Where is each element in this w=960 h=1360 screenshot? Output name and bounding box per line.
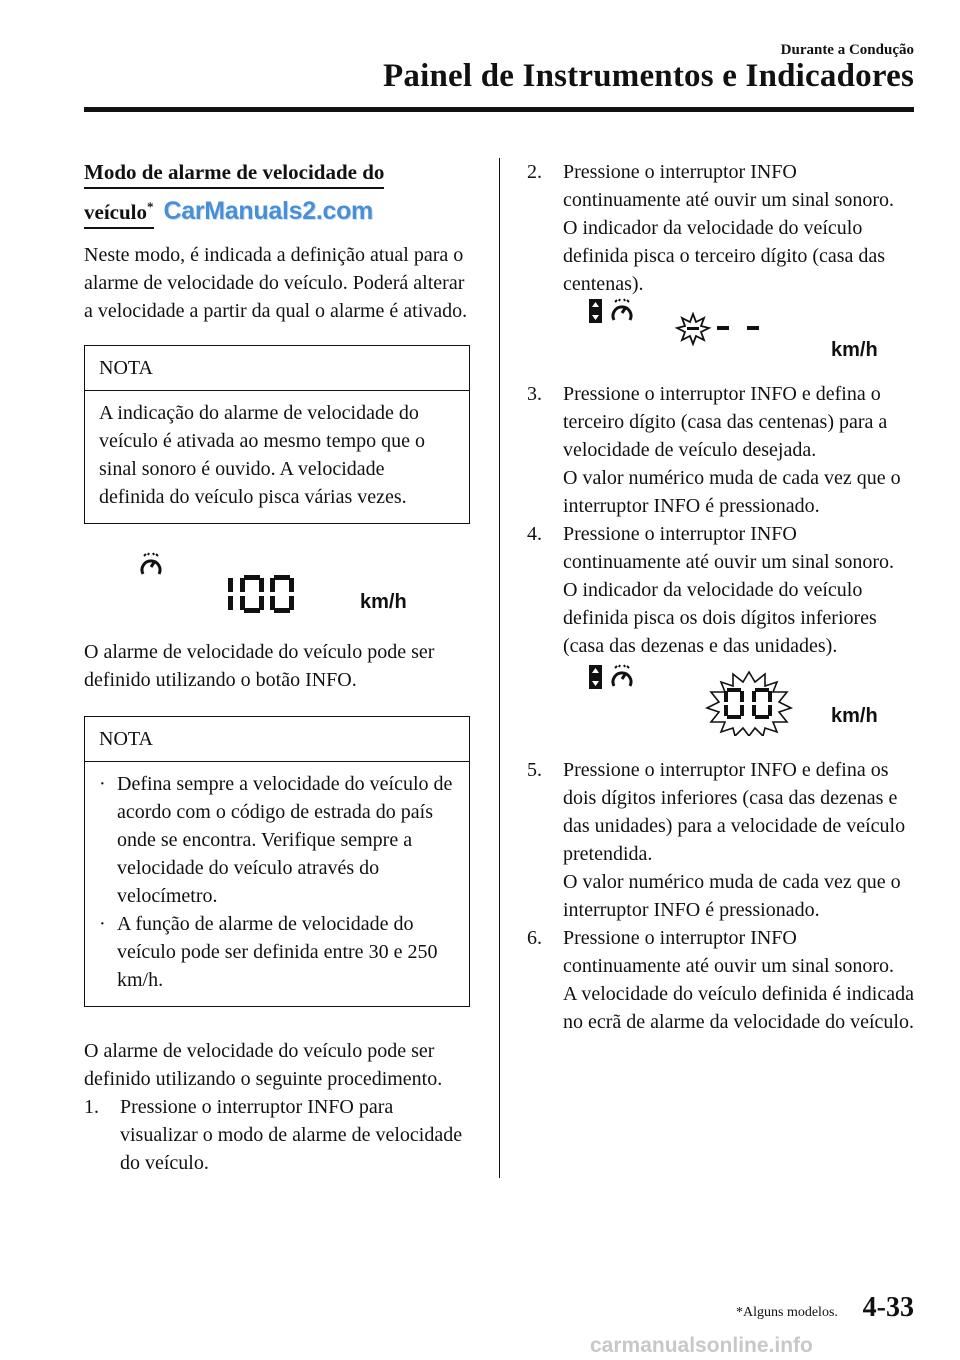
page-title: Painel de Instrumentos e Indicadores xyxy=(383,58,914,94)
nota-bullet: · Defina sempre a velocidade do veículo de acordo com o código de estrada do país onde se encontra. Verifique sempre a velocidade do veículo através do velocímetro. xyxy=(99,773,453,907)
section-heading xyxy=(84,158,470,229)
speed-value-00-blink xyxy=(699,670,799,744)
intro-paragraph: Neste modo, é indicada a definição atual para o alarme de velocidade do veículo. Poderá alterar a velocidade a partir da qual o alarme é ativado. xyxy=(84,244,468,322)
header-rule xyxy=(84,107,914,112)
step-2: 2. Pressione o interruptor INFO continuamente até ouvir um sinal sonoro. O indicador da velocidade do veículo definida pisca o terceiro dígito (casa das centenas). xyxy=(527,161,895,295)
nota-title: NOTA xyxy=(85,717,469,762)
procedure-intro: O alarme de velocidade do veículo pode ser definido utilizando o seguinte procedimento. xyxy=(84,1040,443,1090)
heading-line-2: veículo* xyxy=(84,193,154,229)
nota-box-2 xyxy=(84,716,470,1007)
step-3: 3. Pressione o interruptor INFO e defina o terceiro dígito (casa das centenas) para a velocidade de veículo desejada. O valor numérico muda de cada vez que o interruptor INFO é pressionado. xyxy=(527,383,901,517)
speed-alarm-icon xyxy=(589,664,635,698)
left-column xyxy=(84,158,470,1177)
some-models-mark: * xyxy=(147,199,154,214)
page-number: 4-33 xyxy=(862,1292,914,1323)
speed-alarm-display-100 xyxy=(84,552,470,644)
footnote: *Alguns modelos. xyxy=(736,1305,838,1320)
nota-list xyxy=(85,762,469,1006)
column-divider xyxy=(499,158,500,1178)
nota-text: A indicação do alarme de velocidade do veículo é ativada ao mesmo tempo que o sinal sonoro é ouvido. A velocidade definida do veículo pisca várias vezes. xyxy=(99,402,426,508)
step-1: 1. Pressione o interruptor INFO para visualizar o modo de alarme de velocidade do veículo. xyxy=(84,1096,463,1174)
blink-indicator-hundreds xyxy=(675,312,771,366)
speed-alarm-display-hundreds-blink xyxy=(527,298,917,372)
nota-bullet: · A função de alarme de velocidade do veículo pode ser definida entre 30 e 250 km/h. xyxy=(99,913,438,991)
speed-alarm-display-units-blink xyxy=(527,664,917,748)
speed-value-100 xyxy=(226,574,296,622)
speed-unit: km/h xyxy=(831,339,878,361)
speed-alarm-icon xyxy=(138,552,164,586)
speed-alarm-icon xyxy=(589,298,635,332)
right-column xyxy=(527,158,917,1036)
info-button-paragraph: O alarme de velocidade do veículo pode ser definido utilizando o botão INFO. xyxy=(84,641,435,691)
step-4: 4. Pressione o interruptor INFO continuamente até ouvir um sinal sonoro. O indicador da velocidade do veículo definida pisca os dois dígitos inferiores (casa das dezenas e das unidades). xyxy=(527,523,895,657)
chapter-name: Durante a Condução xyxy=(780,42,914,58)
step-6: 6. Pressione o interruptor INFO continuamente até ouvir um sinal sonoro. A velocidade do veículo definida é indicada no ecrã de alarme da velocidade do veículo. xyxy=(527,927,914,1033)
heading-line-1: Modo de alarme de velocidade do xyxy=(84,158,384,189)
nota-title: NOTA xyxy=(85,346,469,391)
site-watermark[interactable]: carmanualsonline.info xyxy=(590,1334,813,1357)
carmanuals-watermark[interactable]: CarManuals2.com xyxy=(163,197,373,225)
speed-unit: km/h xyxy=(360,591,407,613)
nota-box-1 xyxy=(84,345,470,524)
speed-unit: km/h xyxy=(831,705,878,727)
step-5: 5. Pressione o interruptor INFO e defina os dois dígitos inferiores (casa das dezenas e das unidades) para a velocidade de veículo pretendida. O valor numérico muda de cada vez que o interruptor INFO é pressionado. xyxy=(527,759,906,921)
